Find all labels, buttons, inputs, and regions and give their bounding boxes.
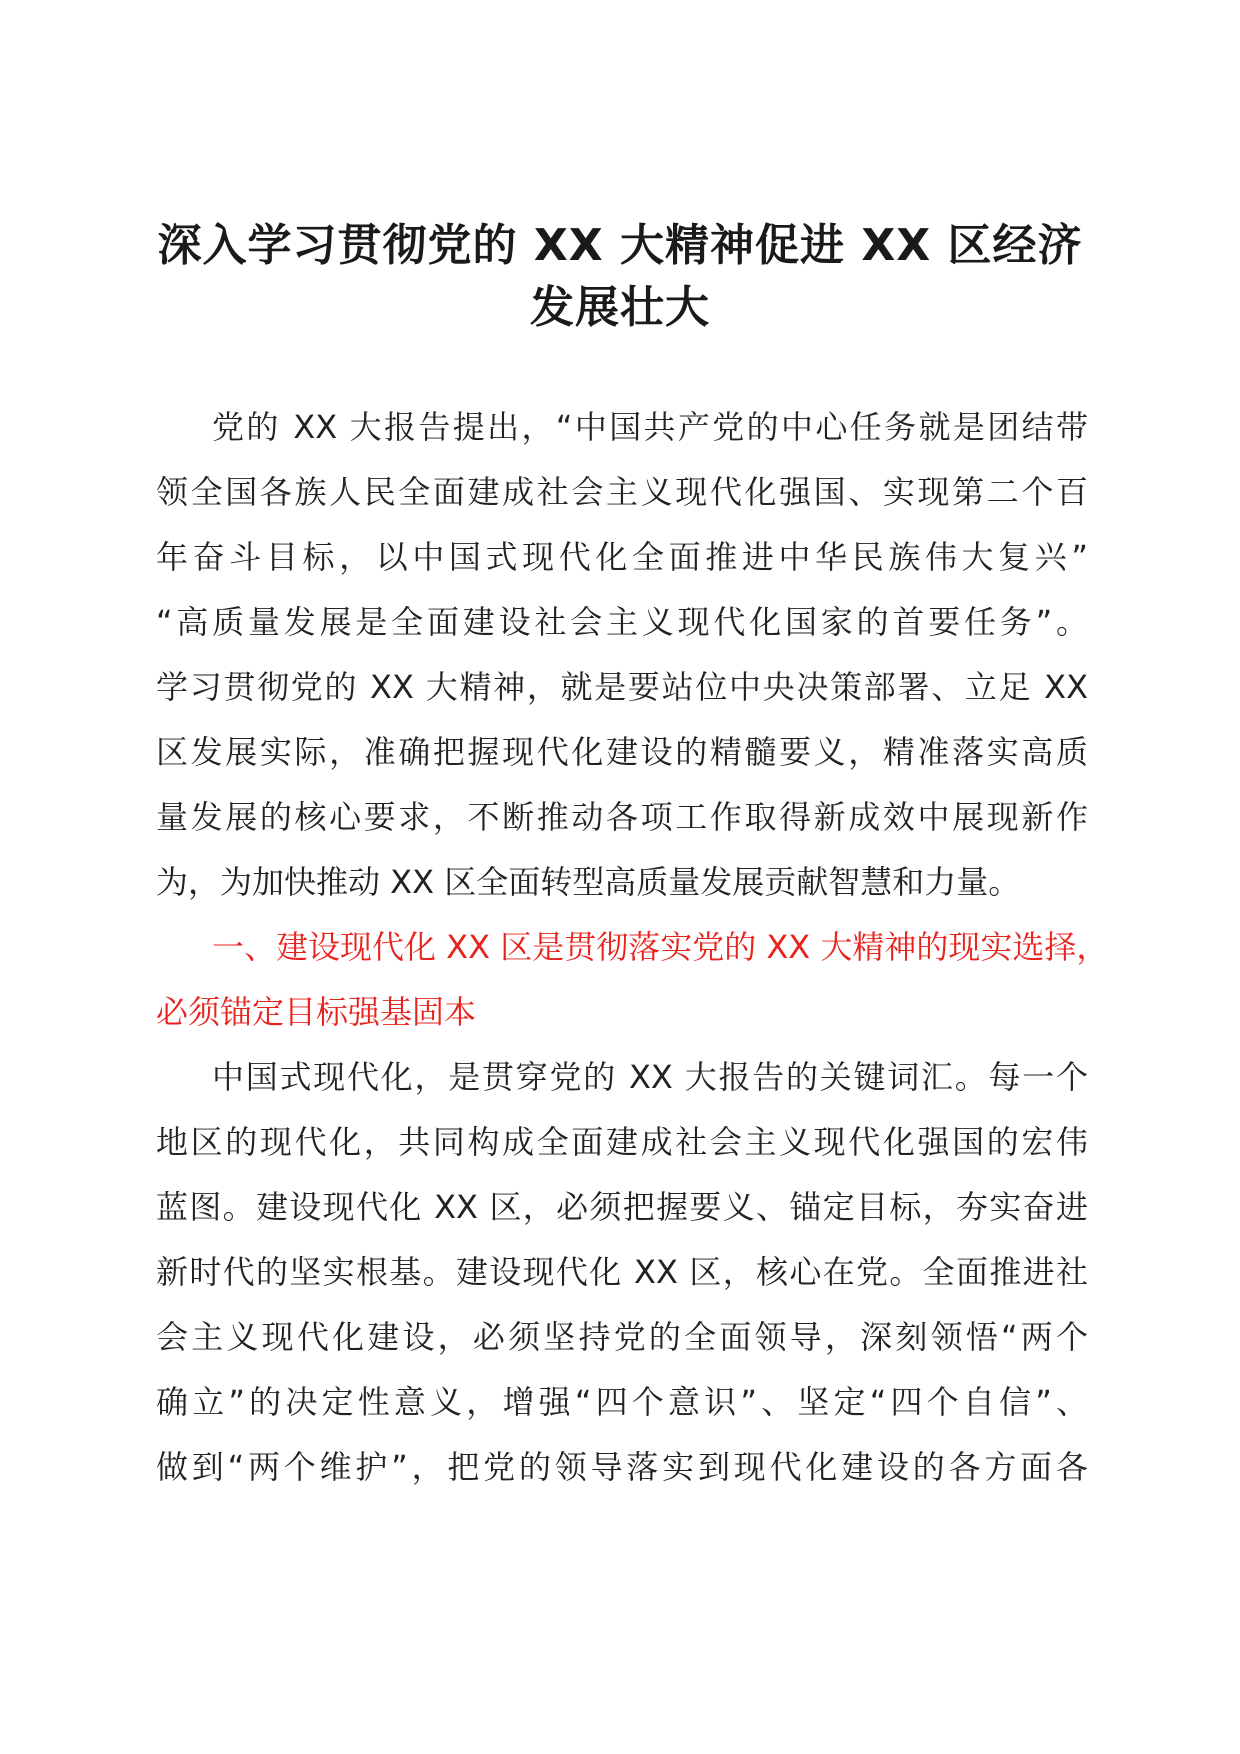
title-line: 深入学习贯彻党的 XX 大精神促进 XX 区经济 [157,220,1083,271]
paragraph-line: 新时代的坚实根基。建设现代化 XX 区，核心在党。全面推进社 [156,1253,1088,1291]
section-heading-1 [156,915,1109,1045]
paragraph-line: 为，为加快推动 XX 区全面转型高质量发展贡献智慧和力量。 [156,863,1021,901]
paragraph-line: 中国式现代化，是贯穿党的 XX 大报告的关键词汇。每一个 [212,1058,1088,1096]
paragraph-line: 领全国各族人民全面建成社会主义现代化强国、实现第二个百 [156,473,1088,511]
paragraph-line: 量发展的核心要求，不断推动各项工作取得新成效中展现新作 [156,798,1088,836]
paragraph-intro [156,395,1088,915]
document-body [156,395,1109,1500]
paragraph-line: 蓝图。建设现代化 XX 区，必须把握要义、锚定目标，夯实奋进 [156,1188,1088,1226]
document-title [150,215,1090,339]
paragraph-line: “高质量发展是全面建设社会主义现代化国家的首要任务”。 [156,603,1088,641]
paragraph-section-1 [156,1045,1088,1500]
title-line: 发展壮大 [530,282,710,333]
paragraph-line: 年奋斗目标，以中国式现代化全面推进中华民族伟大复兴” [156,538,1088,576]
paragraph-line: 学习贯彻党的 XX 大精神，就是要站位中央决策部署、立足 XX [156,668,1088,706]
paragraph-line: 做到“两个维护”，把党的领导落实到现代化建设的各方面各 [156,1448,1088,1486]
paragraph-line: 地区的现代化，共同构成全面建成社会主义现代化强国的宏伟 [156,1123,1088,1161]
heading-line: 一、建设现代化 XX 区是贯彻落实党的 XX 大精神的现实选择， [212,928,1109,966]
paragraph-line: 党的 XX 大报告提出，“中国共产党的中心任务就是团结带 [212,408,1088,446]
paragraph-line: 确立”的决定性意义，增强“四个意识”、坚定“四个自信”、 [156,1383,1088,1421]
paragraph-line: 区发展实际，准确把握现代化建设的精髓要义，精准落实高质 [156,733,1088,771]
heading-line: 必须锚定目标强基固本 [156,993,477,1031]
paragraph-line: 会主义现代化建设，必须坚持党的全面领导，深刻领悟“两个 [156,1318,1088,1356]
